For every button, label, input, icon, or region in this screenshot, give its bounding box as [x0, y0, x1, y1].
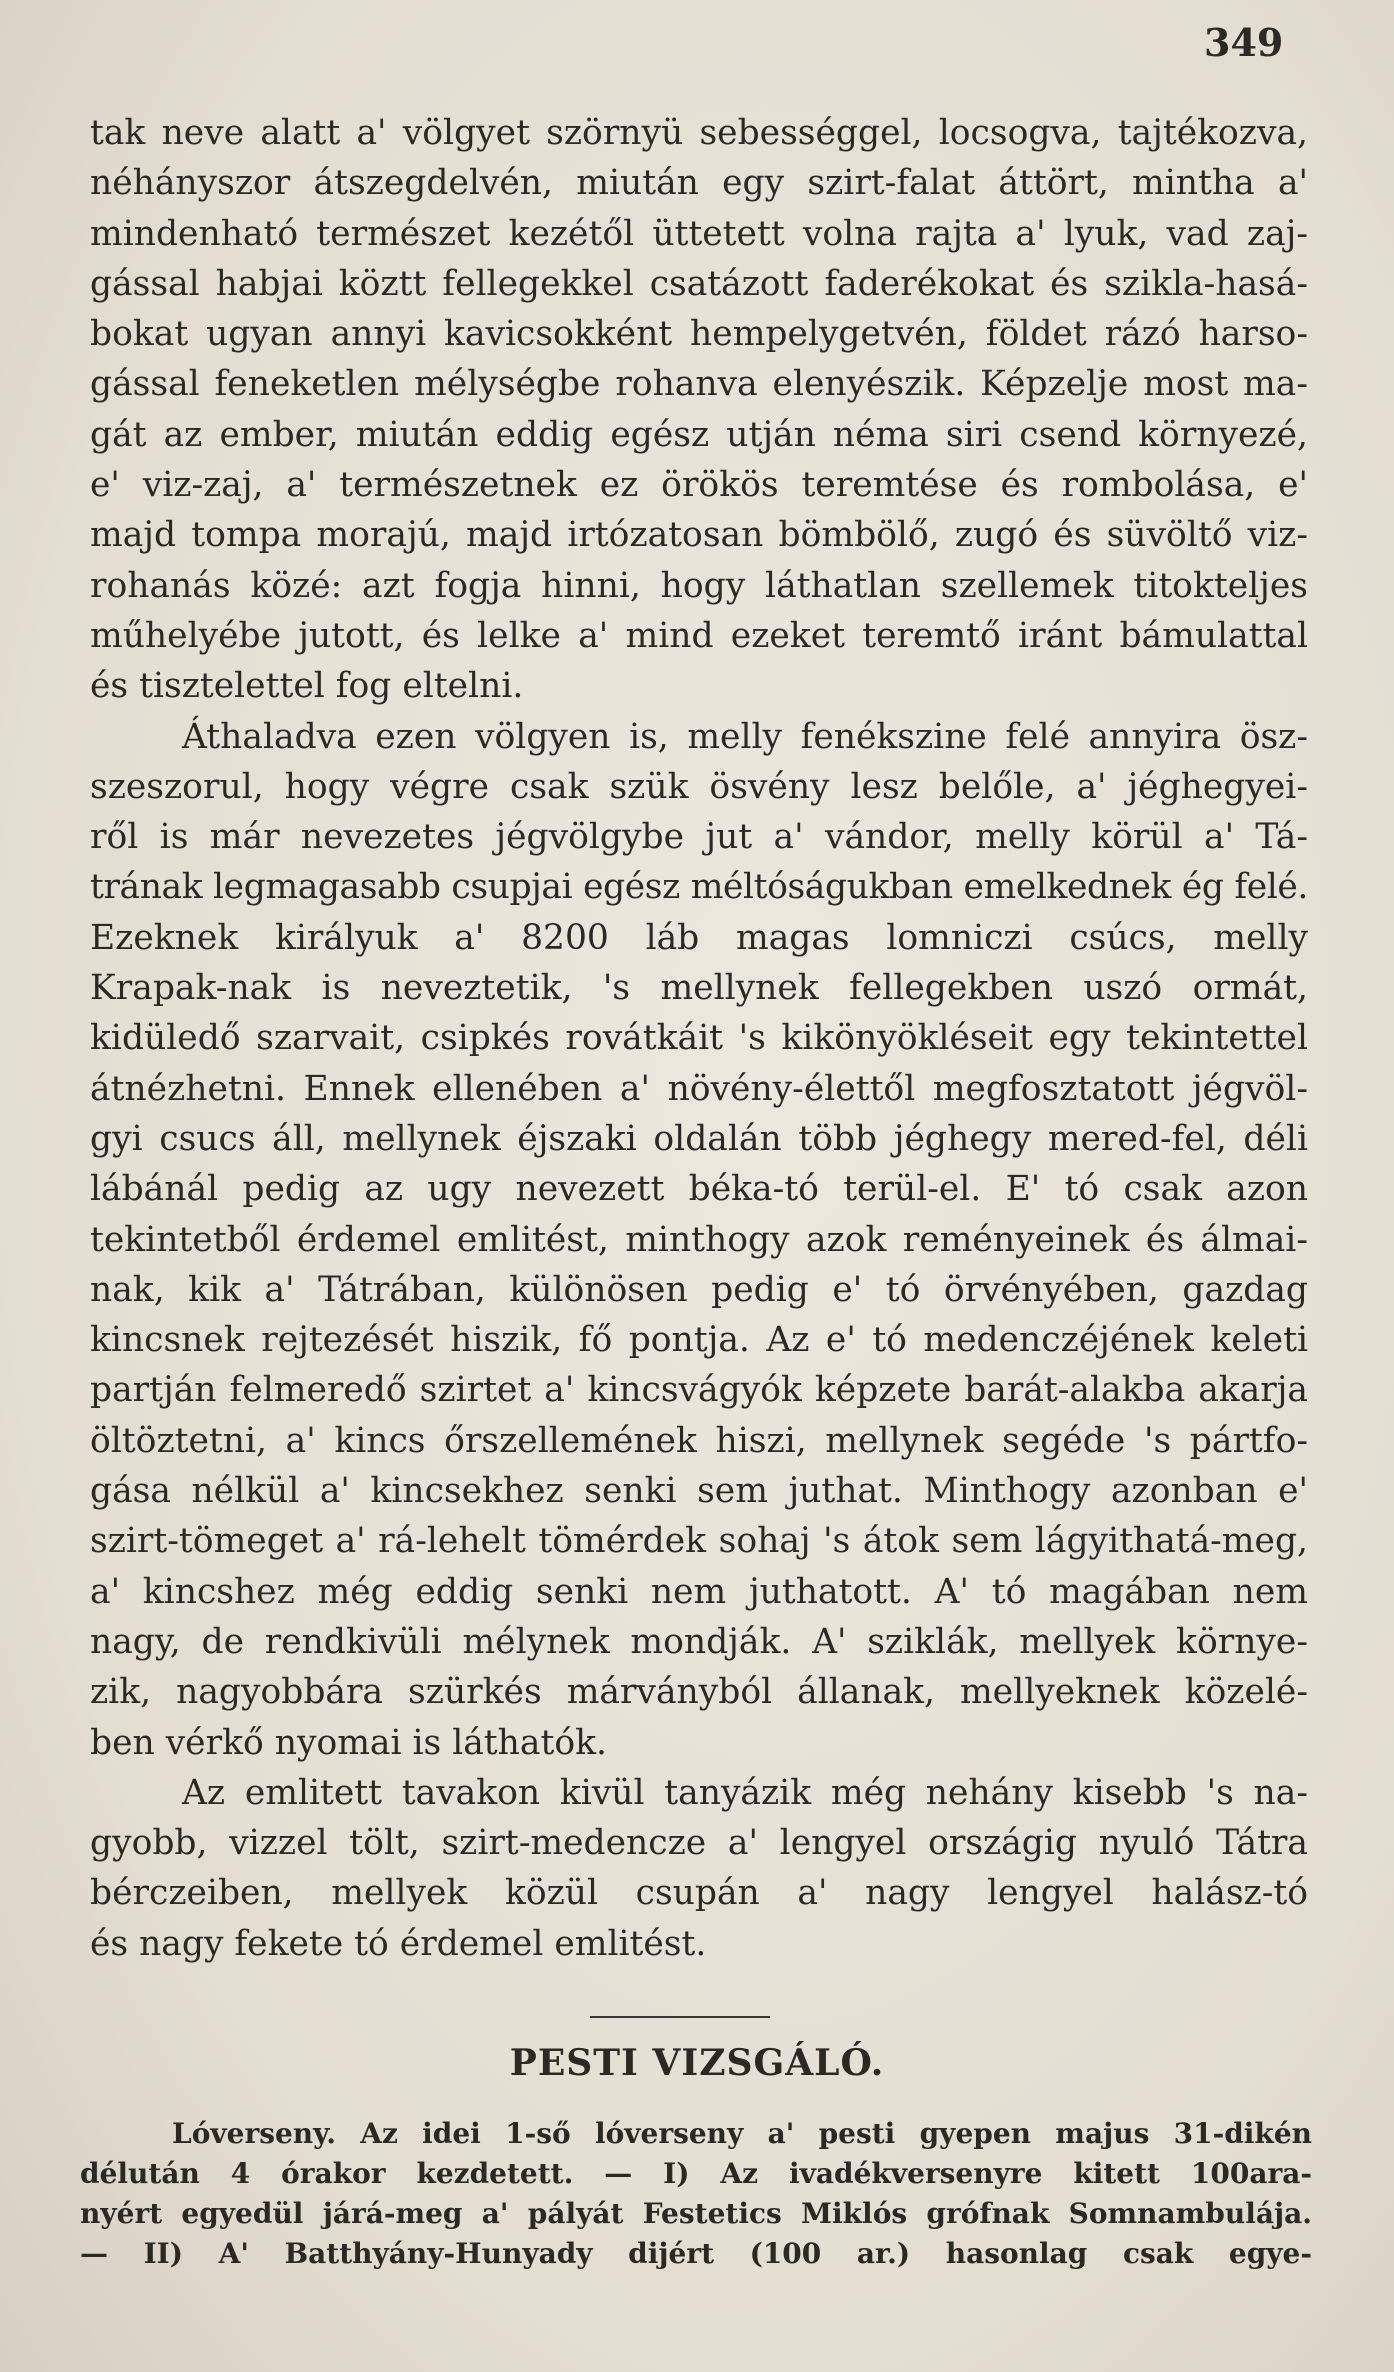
news-line: nyért egyedül járá-meg a' pályát Festetics Miklós grófnak Somnambulája. — [80, 2197, 1312, 2230]
text-line: öltöztetni, a' kincs őrszellemének hiszi, mellynek segéde 's pártfo- — [90, 1420, 1308, 1461]
text-line: Az emlitett tavakon kivül tanyázik még nehány kisebb 's na- — [182, 1772, 1308, 1813]
text-line: és nagy fekete tó érdemel emlitést. — [90, 1923, 707, 1964]
text-line: lábánál pedig az ugy nevezett béka-tó terül-el. E' tó csak azon — [90, 1169, 1308, 1210]
text-line: ről is már nevezetes jégvölgybe jut a' vándor, melly körül a' Tá- — [90, 817, 1308, 858]
text-line: gyi csucs áll, mellynek éjszaki oldalán több jéghegy mered-fel, déli — [90, 1118, 1308, 1159]
page-number: 349 — [1204, 20, 1284, 65]
text-line: Ezeknek királyuk a' 8200 láb magas lomniczi csúcs, melly — [90, 917, 1308, 958]
text-line: gyobb, vizzel tölt, szirt-medencze a' lengyel országig nyuló Tátra — [90, 1823, 1308, 1864]
text-line: bokat ugyan annyi kavicsokként hempelygetvén, földet rázó harso- — [90, 314, 1308, 355]
text-line: nagy, de rendkivüli mélynek mondják. A' sziklák, mellyek környe- — [90, 1621, 1308, 1662]
text-line: zik, nagyobbára szürkés márványból állanak, mellyeknek közelé- — [90, 1672, 1308, 1713]
text-line: kincsnek rejtezését hiszik, fő pontja. Az e' tó medenczéjének keleti — [90, 1320, 1308, 1361]
news-section — [80, 2114, 1312, 2274]
text-line: ben vérkő nyomai is láthatók. — [90, 1722, 607, 1763]
text-line: gással habjai köztt fellegekkel csatázott faderékokat és szikla-hasá- — [90, 263, 1308, 304]
text-line: kidüledő szarvait, csipkés rovátkáit 's kikönyökléseit egy tekintettel — [90, 1018, 1308, 1059]
text-line: bérczeiben, mellyek közül csupán a' nagy lengyel halász-tó — [90, 1873, 1308, 1914]
text-line: néhányszor átszegdelvén, miután egy szirt-falat áttört, mintha a' — [90, 163, 1308, 204]
text-line: partján felmeredő szirtet a' kincsvágyók képzete barát-alakba akarja — [90, 1370, 1308, 1411]
text-line: gással feneketlen mélységbe rohanva elenyészik. Képzelje most ma- — [90, 364, 1308, 405]
text-line: a' kincshez még eddig senki nem juthatott. A' tó magában nem — [90, 1571, 1308, 1612]
text-line: tekintetből érdemel emlitést, minthogy azok reményeinek és álmai- — [90, 1219, 1308, 1260]
body-text — [90, 108, 1308, 1969]
text-line: gát az ember, miután eddig egész utján néma siri csend környezé, — [90, 414, 1308, 455]
paragraph-2 — [90, 712, 1308, 1768]
paragraph-3 — [90, 1768, 1308, 1969]
text-line: nak, kik a' Tátrában, különösen pedig e' tó örvényében, gazdag — [90, 1269, 1308, 1310]
text-line: majd tompa morajú, majd irtózatosan bömbölő, zugó és süvöltő viz- — [90, 515, 1308, 556]
section-divider — [590, 2016, 770, 2018]
text-line: tak neve alatt a' völgyet szörnyü sebességgel, locsogva, tajtékozva, — [90, 113, 1308, 153]
text-line: szeszorul, hogy végre csak szük ösvény lesz belőle, a' jéghegyei- — [90, 766, 1308, 807]
news-line: — II) A' Batthyány-Hunyady dijért (100 ar.) hasonlag csak egye- — [80, 2237, 1312, 2270]
paragraph-1 — [90, 108, 1308, 712]
text-line: műhelyébe jutott, és lelke a' mind ezeket teremtő iránt bámulattal — [90, 615, 1308, 656]
text-line: szirt-tömeget a' rá-lehelt tömérdek sohaj 's átok sem lágyithatá-meg, — [90, 1521, 1308, 1562]
text-line: Áthaladva ezen völgyen is, melly fenékszine felé annyira ösz- — [182, 716, 1308, 757]
text-line: mindenható természet kezétől üttetett volna rajta a' lyuk, vad zaj- — [90, 213, 1308, 254]
news-line: délután 4 órakor kezdetett. — I) Az ivadékversenyre kitett 100ara- — [80, 2157, 1312, 2190]
text-line: e' viz-zaj, a' természetnek ez örökös teremtése és rombolása, e' — [90, 465, 1308, 506]
text-line: és tisztelettel fog eltelni. — [90, 666, 524, 707]
text-line: átnézhetni. Ennek ellenében a' növény-élettől megfosztatott jégvöl- — [90, 1068, 1308, 1109]
section-title: PESTI VIZSGÁLÓ. — [509, 2042, 885, 2084]
text-line: trának legmagasabb csupjai egész méltóságukban emelkednek ég felé. — [90, 867, 1308, 908]
text-line: gása nélkül a' kincsekhez senki sem juthat. Minthogy azonban e' — [90, 1471, 1308, 1512]
news-line: Lóverseny. Az idei 1-ső lóverseny a' pesti gyepen majus 31-dikén — [172, 2117, 1312, 2150]
text-line: Krapak-nak is neveztetik, 's mellynek fellegekben uszó ormát, — [90, 968, 1308, 1009]
text-line: rohanás közé: azt fogja hinni, hogy láthatlan szellemek titokteljes — [90, 565, 1308, 606]
